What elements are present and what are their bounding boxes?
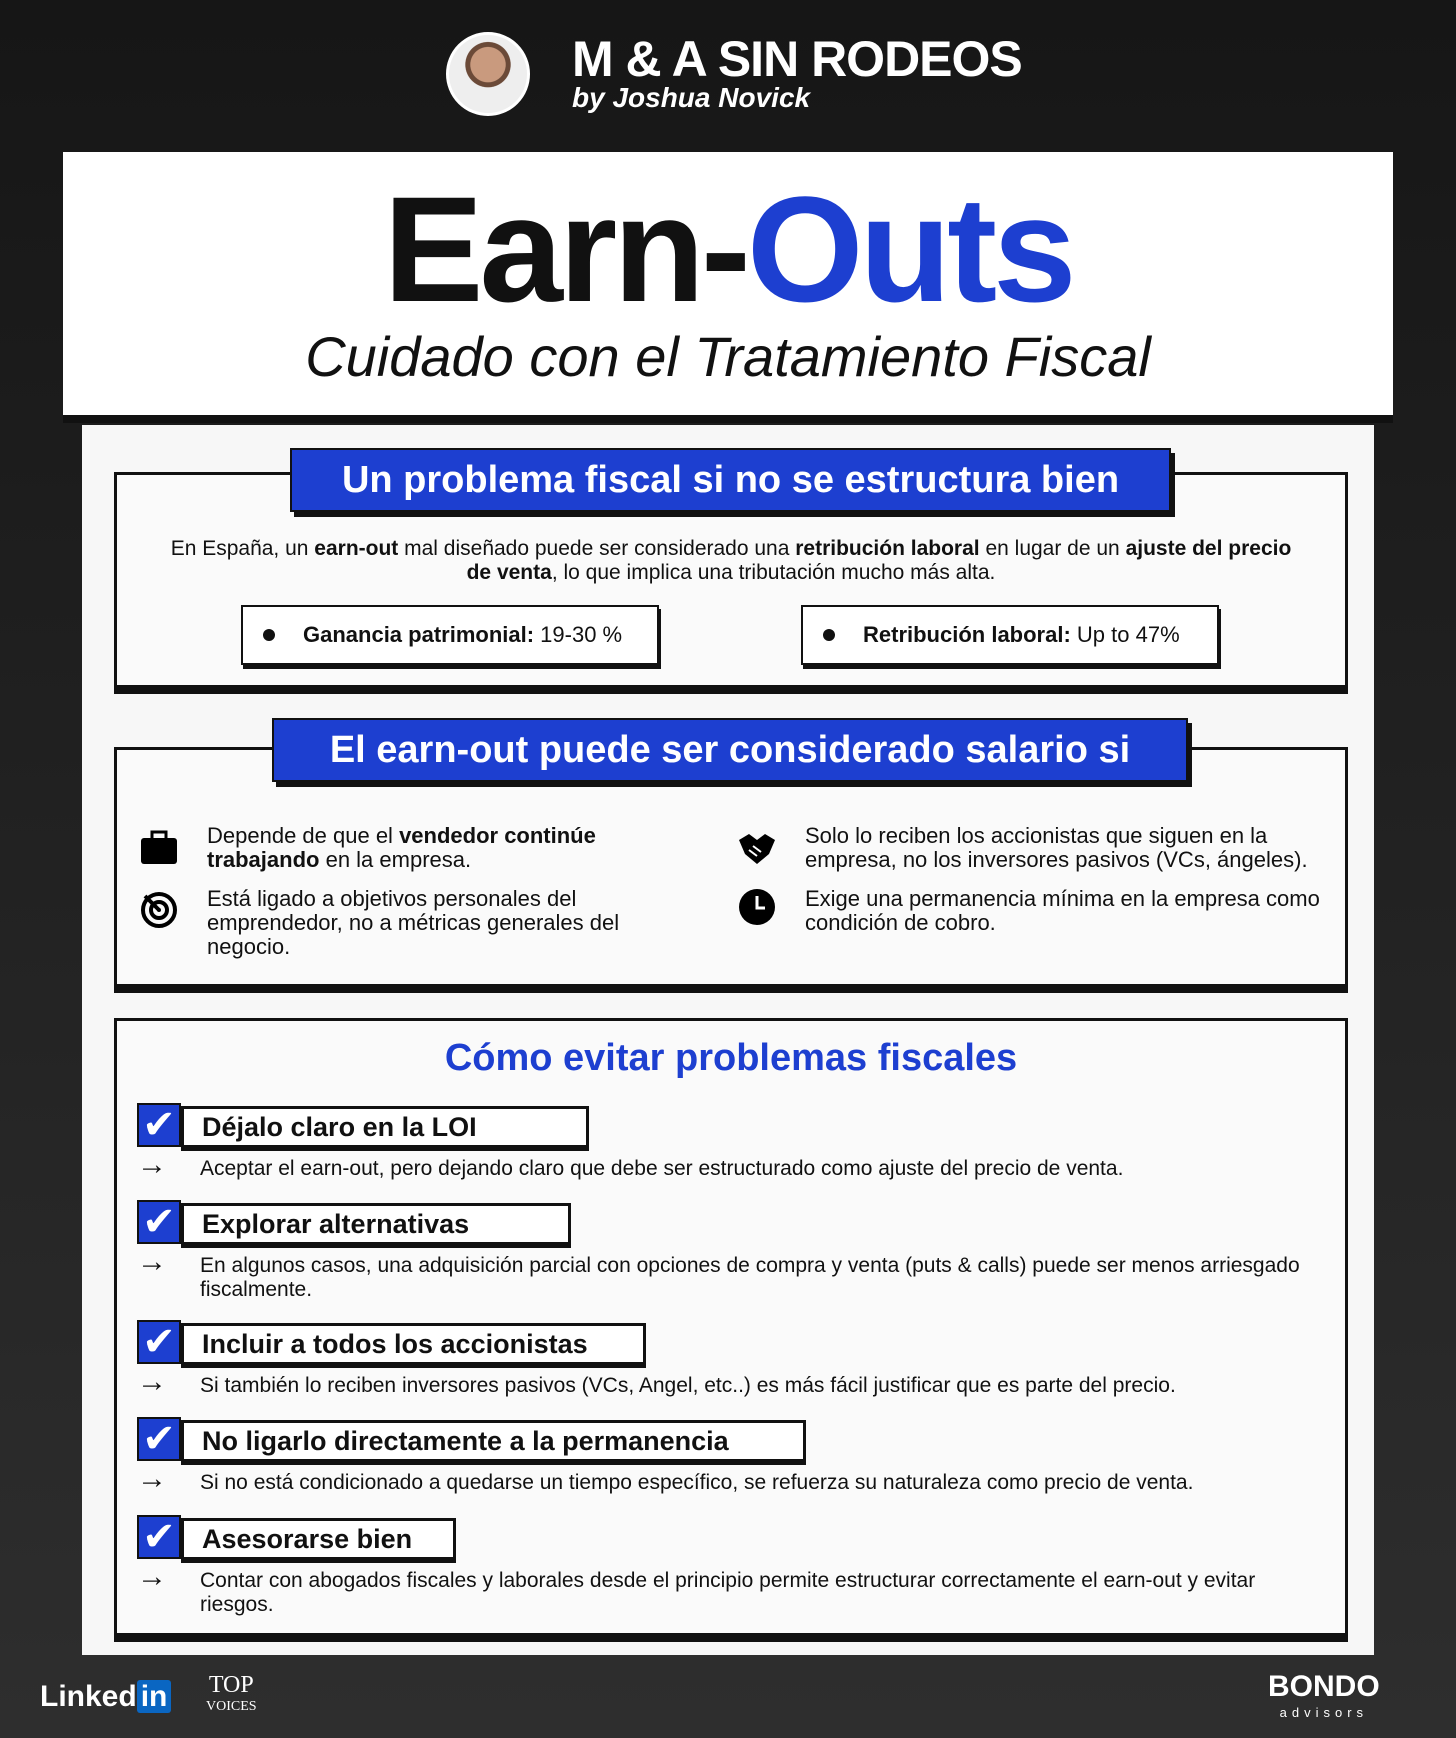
tip-label: Explorar alternativas (181, 1203, 571, 1245)
section-salary-label: El earn-out puede ser considerado salario si (272, 718, 1188, 782)
section-salary (114, 747, 1348, 987)
section-problem-label: Un problema fiscal si no se estructura bien (290, 448, 1171, 512)
arrow-right-icon: → (137, 1560, 167, 1593)
content-panel (82, 425, 1374, 1655)
tip-text: → En algunos casos, una adquisición parcial con opciones de compra y venta (puts & calls) puede ser menos arriesgado fiscalmente. (137, 1245, 1300, 1301)
tip-label: No ligarlo directamente a la permanencia (181, 1420, 806, 1462)
top-voices-badge: TOP VOICES (206, 1672, 257, 1714)
briefcase-icon (139, 828, 179, 868)
title-part1: Earn- (383, 165, 747, 333)
problem-text: En España, un earn-out mal diseñado puede ser considerado una retribución laboral en lugar de un ajuste del precio de venta, lo que implica una tributación mucho más alta. (170, 537, 1292, 584)
checkbox-icon: ✔ (137, 1417, 181, 1461)
checkbox-icon: ✔ (137, 1103, 181, 1147)
tip-text: → Aceptar el earn-out, pero dejando claro que debe ser estructurado como ajuste del precio de venta. (137, 1148, 1124, 1181)
clock-icon (737, 887, 777, 927)
arrow-right-icon: → (137, 1245, 167, 1278)
bullet-icon (823, 629, 835, 641)
arrow-right-icon: → (137, 1365, 167, 1398)
linkedin-logo: Linked in (40, 1680, 171, 1714)
subtitle: Cuidado con el Tratamiento Fiscal (305, 325, 1151, 388)
title-card (63, 152, 1393, 415)
bondo-advisors-logo: BONDO advisors (1268, 1670, 1380, 1720)
title-part2: Outs (746, 165, 1073, 333)
arrow-right-icon: → (137, 1462, 167, 1495)
tip-label: Incluir a todos los accionistas (181, 1323, 646, 1365)
section-avoid-title: Cómo evitar problemas fiscales (444, 1037, 1018, 1079)
pill-ganancia: Ganancia patrimonial: 19-30 % (241, 605, 659, 665)
pill-retribucion: Retribución laboral: Up to 47% (801, 605, 1219, 665)
tip-text: → Contar con abogados fiscales y laborales desde el principio permite estructurar correctamente el earn-out y evitar riesgos. (137, 1560, 1256, 1616)
byline: by Joshua Novick (572, 82, 811, 113)
brand-title: M & A SIN RODEOS (572, 31, 1022, 87)
condition-2: Está ligado a objetivos personales del emprendedor, no a métricas generales del negocio. (207, 886, 620, 959)
section-avoid (114, 1018, 1348, 1636)
handshake-icon (737, 828, 777, 868)
tip-label: Déjalo claro en la LOI (181, 1106, 589, 1148)
condition-3: Solo lo reciben los accionistas que siguen en la empresa, no los inversores pasivos (VCs, ángeles). (805, 823, 1308, 872)
tip-text: → Si no está condicionado a quedarse un tiempo específico, se refuerza su naturaleza como precio de venta. (137, 1462, 1194, 1495)
checkbox-icon: ✔ (137, 1320, 181, 1364)
checkbox-icon: ✔ (137, 1200, 181, 1244)
bullet-icon (263, 629, 275, 641)
arrow-right-icon: → (137, 1148, 167, 1181)
target-icon (139, 890, 179, 930)
tip-label: Asesorarse bien (181, 1518, 456, 1560)
page-title (63, 165, 1393, 333)
tip-text: → Si también lo reciben inversores pasivos (VCs, Angel, etc..) es más fácil justificar que es parte del precio. (137, 1365, 1176, 1398)
author-avatar (446, 32, 530, 116)
condition-1: Depende de que el vendedor continúe trabajando en la empresa. (207, 823, 596, 872)
condition-4: Exige una permanencia mínima en la empresa como condición de cobro. (805, 886, 1320, 935)
checkbox-icon: ✔ (137, 1515, 181, 1559)
